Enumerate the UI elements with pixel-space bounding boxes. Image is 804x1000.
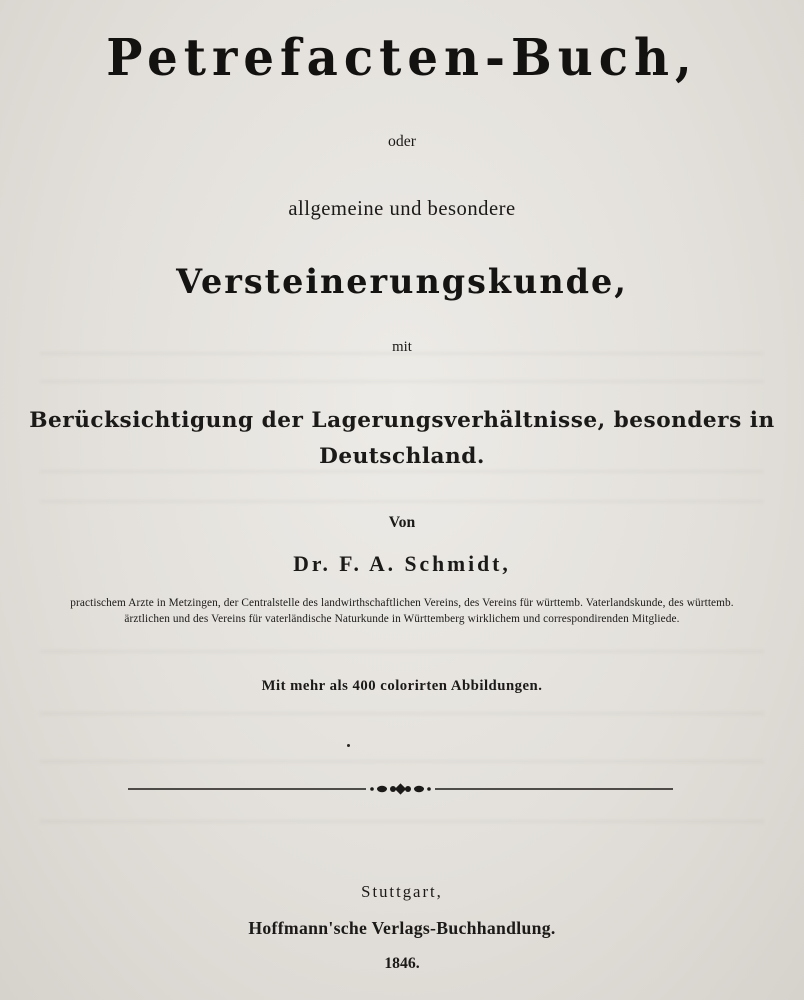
bleed-through: [40, 712, 764, 715]
by-text: Von: [388, 514, 416, 531]
with-text: mit: [392, 339, 412, 355]
ink-dot: [347, 744, 350, 747]
ornamental-rule: [128, 782, 673, 796]
main-subject: Versteinerungskunde,: [176, 262, 628, 301]
bleed-through: [40, 500, 764, 503]
book-title: Petrefacten-Buch,: [106, 28, 698, 88]
bleed-through: [40, 760, 764, 763]
publication-place: Stuttgart,: [361, 882, 443, 901]
consideration-line-2: Deutschland.: [319, 444, 485, 469]
publisher-name: Hoffmann'sche Verlags-Buchhandlung.: [248, 918, 556, 938]
bleed-through: [40, 380, 764, 383]
bleed-through: [40, 820, 764, 823]
affiliation-line-2: ärztlichen und des Vereins für vaterländische Naturkunde in Württemberg wirklichem und correspondirenden Mitgliede.: [124, 613, 680, 625]
bleed-through: [40, 650, 764, 653]
connector-text: oder: [388, 133, 416, 150]
consideration-line-1: Berücksichtigung der Lagerungsverhältnisse, besonders in: [29, 408, 775, 433]
author-name: Dr. F. A. Schmidt,: [293, 552, 511, 576]
subtitle-line: allgemeine und besondere: [288, 198, 516, 220]
illustrations-note: Mit mehr als 400 colorirten Abbildungen.: [261, 678, 543, 694]
bleed-through: [40, 470, 764, 473]
fleuron-icon: [370, 783, 431, 794]
affiliation-line-1: practischem Arzte in Metzingen, der Centralstelle des landwirthschaftlichen Vereins, des Vereins für württemb. Vaterlandskunde, des württemb.: [70, 597, 734, 609]
publication-year: 1846.: [384, 955, 420, 972]
